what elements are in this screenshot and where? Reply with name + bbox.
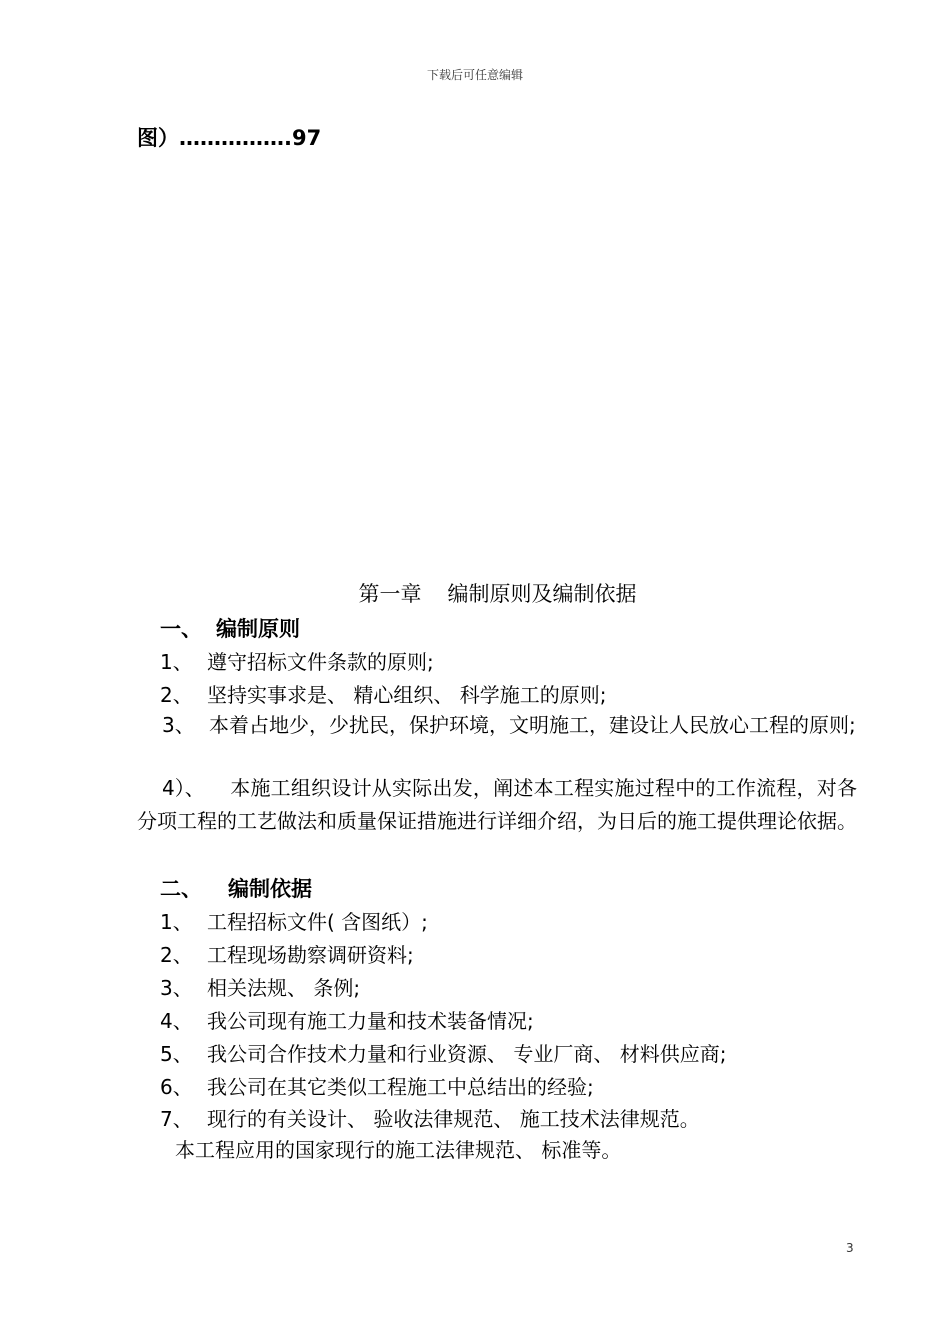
section-title: 编制原则 xyxy=(216,617,300,641)
list-item xyxy=(160,679,606,708)
list-item xyxy=(160,646,434,675)
list-item xyxy=(160,939,414,968)
section-heading-1 xyxy=(160,613,300,643)
item-text: 工程招标文件( 含图纸）; xyxy=(207,910,428,934)
item-number: 5、 xyxy=(160,1042,193,1066)
item-text: 本着占地少，少扰民，保护环境，文明施工，建设让人民放心工程的原则; xyxy=(209,713,856,737)
chapter-title xyxy=(0,578,950,608)
item-number: 7、 xyxy=(160,1107,193,1131)
item-text: 相关法规、 条例; xyxy=(207,976,361,1000)
section-number: 一、 xyxy=(160,617,202,641)
list-item xyxy=(160,972,360,1001)
list-item xyxy=(160,1103,700,1132)
item-number: 6、 xyxy=(160,1075,193,1099)
list-item xyxy=(160,1071,594,1100)
toc-line: 图）…………….97 xyxy=(137,126,322,150)
page-number: 3 xyxy=(846,1241,854,1255)
item-number: 1、 xyxy=(160,650,193,674)
header-note: 下载后可任意编辑 xyxy=(426,68,523,82)
item-text: 工程现场勘察调研资料; xyxy=(207,943,414,967)
item-number: 3、 xyxy=(162,713,195,737)
section-title: 编制依据 xyxy=(228,877,312,901)
item-number: 1、 xyxy=(160,910,193,934)
list-item xyxy=(160,1038,726,1067)
list-item xyxy=(160,1005,534,1034)
section-number: 二、 xyxy=(160,877,202,901)
item-number: 3、 xyxy=(160,976,193,1000)
item-number: 2、 xyxy=(160,943,193,967)
list-item-paragraph xyxy=(137,772,857,838)
item-text: 本施工组织设计从实际出发，阐述本工程实施过程中的工作流程，对各分项工程的工艺做法和质量保证措施进行详细介绍，为日后的施工提供理论依据。 xyxy=(137,776,857,833)
item-number: 4、 xyxy=(160,1009,193,1033)
item-text: 我公司合作技术力量和行业资源、 专业厂商、 材料供应商; xyxy=(207,1042,727,1066)
item-text: 坚持实事求是、 精心组织、 科学施工的原则; xyxy=(207,683,607,707)
item-number: 2、 xyxy=(160,683,193,707)
item-text: 我公司现有施工力量和技术装备情况; xyxy=(207,1009,534,1033)
item-text: 我公司在其它类似工程施工中总结出的经验; xyxy=(207,1075,594,1099)
chapter-title-text: 编制原则及编制依据 xyxy=(447,582,637,606)
list-item xyxy=(160,906,428,935)
section-heading-2 xyxy=(160,873,312,903)
item-text: 现行的有关设计、 验收法律规范、 施工技术法律规范。 xyxy=(207,1107,700,1131)
item-text: 遵守招标文件条款的原则; xyxy=(207,650,434,674)
list-item-paragraph xyxy=(137,709,857,742)
item-number: 4）、 xyxy=(162,776,205,800)
closing-paragraph: 本工程应用的国家现行的施工法律规范、 标准等。 xyxy=(175,1138,622,1162)
chapter-number: 第一章 xyxy=(358,582,422,606)
